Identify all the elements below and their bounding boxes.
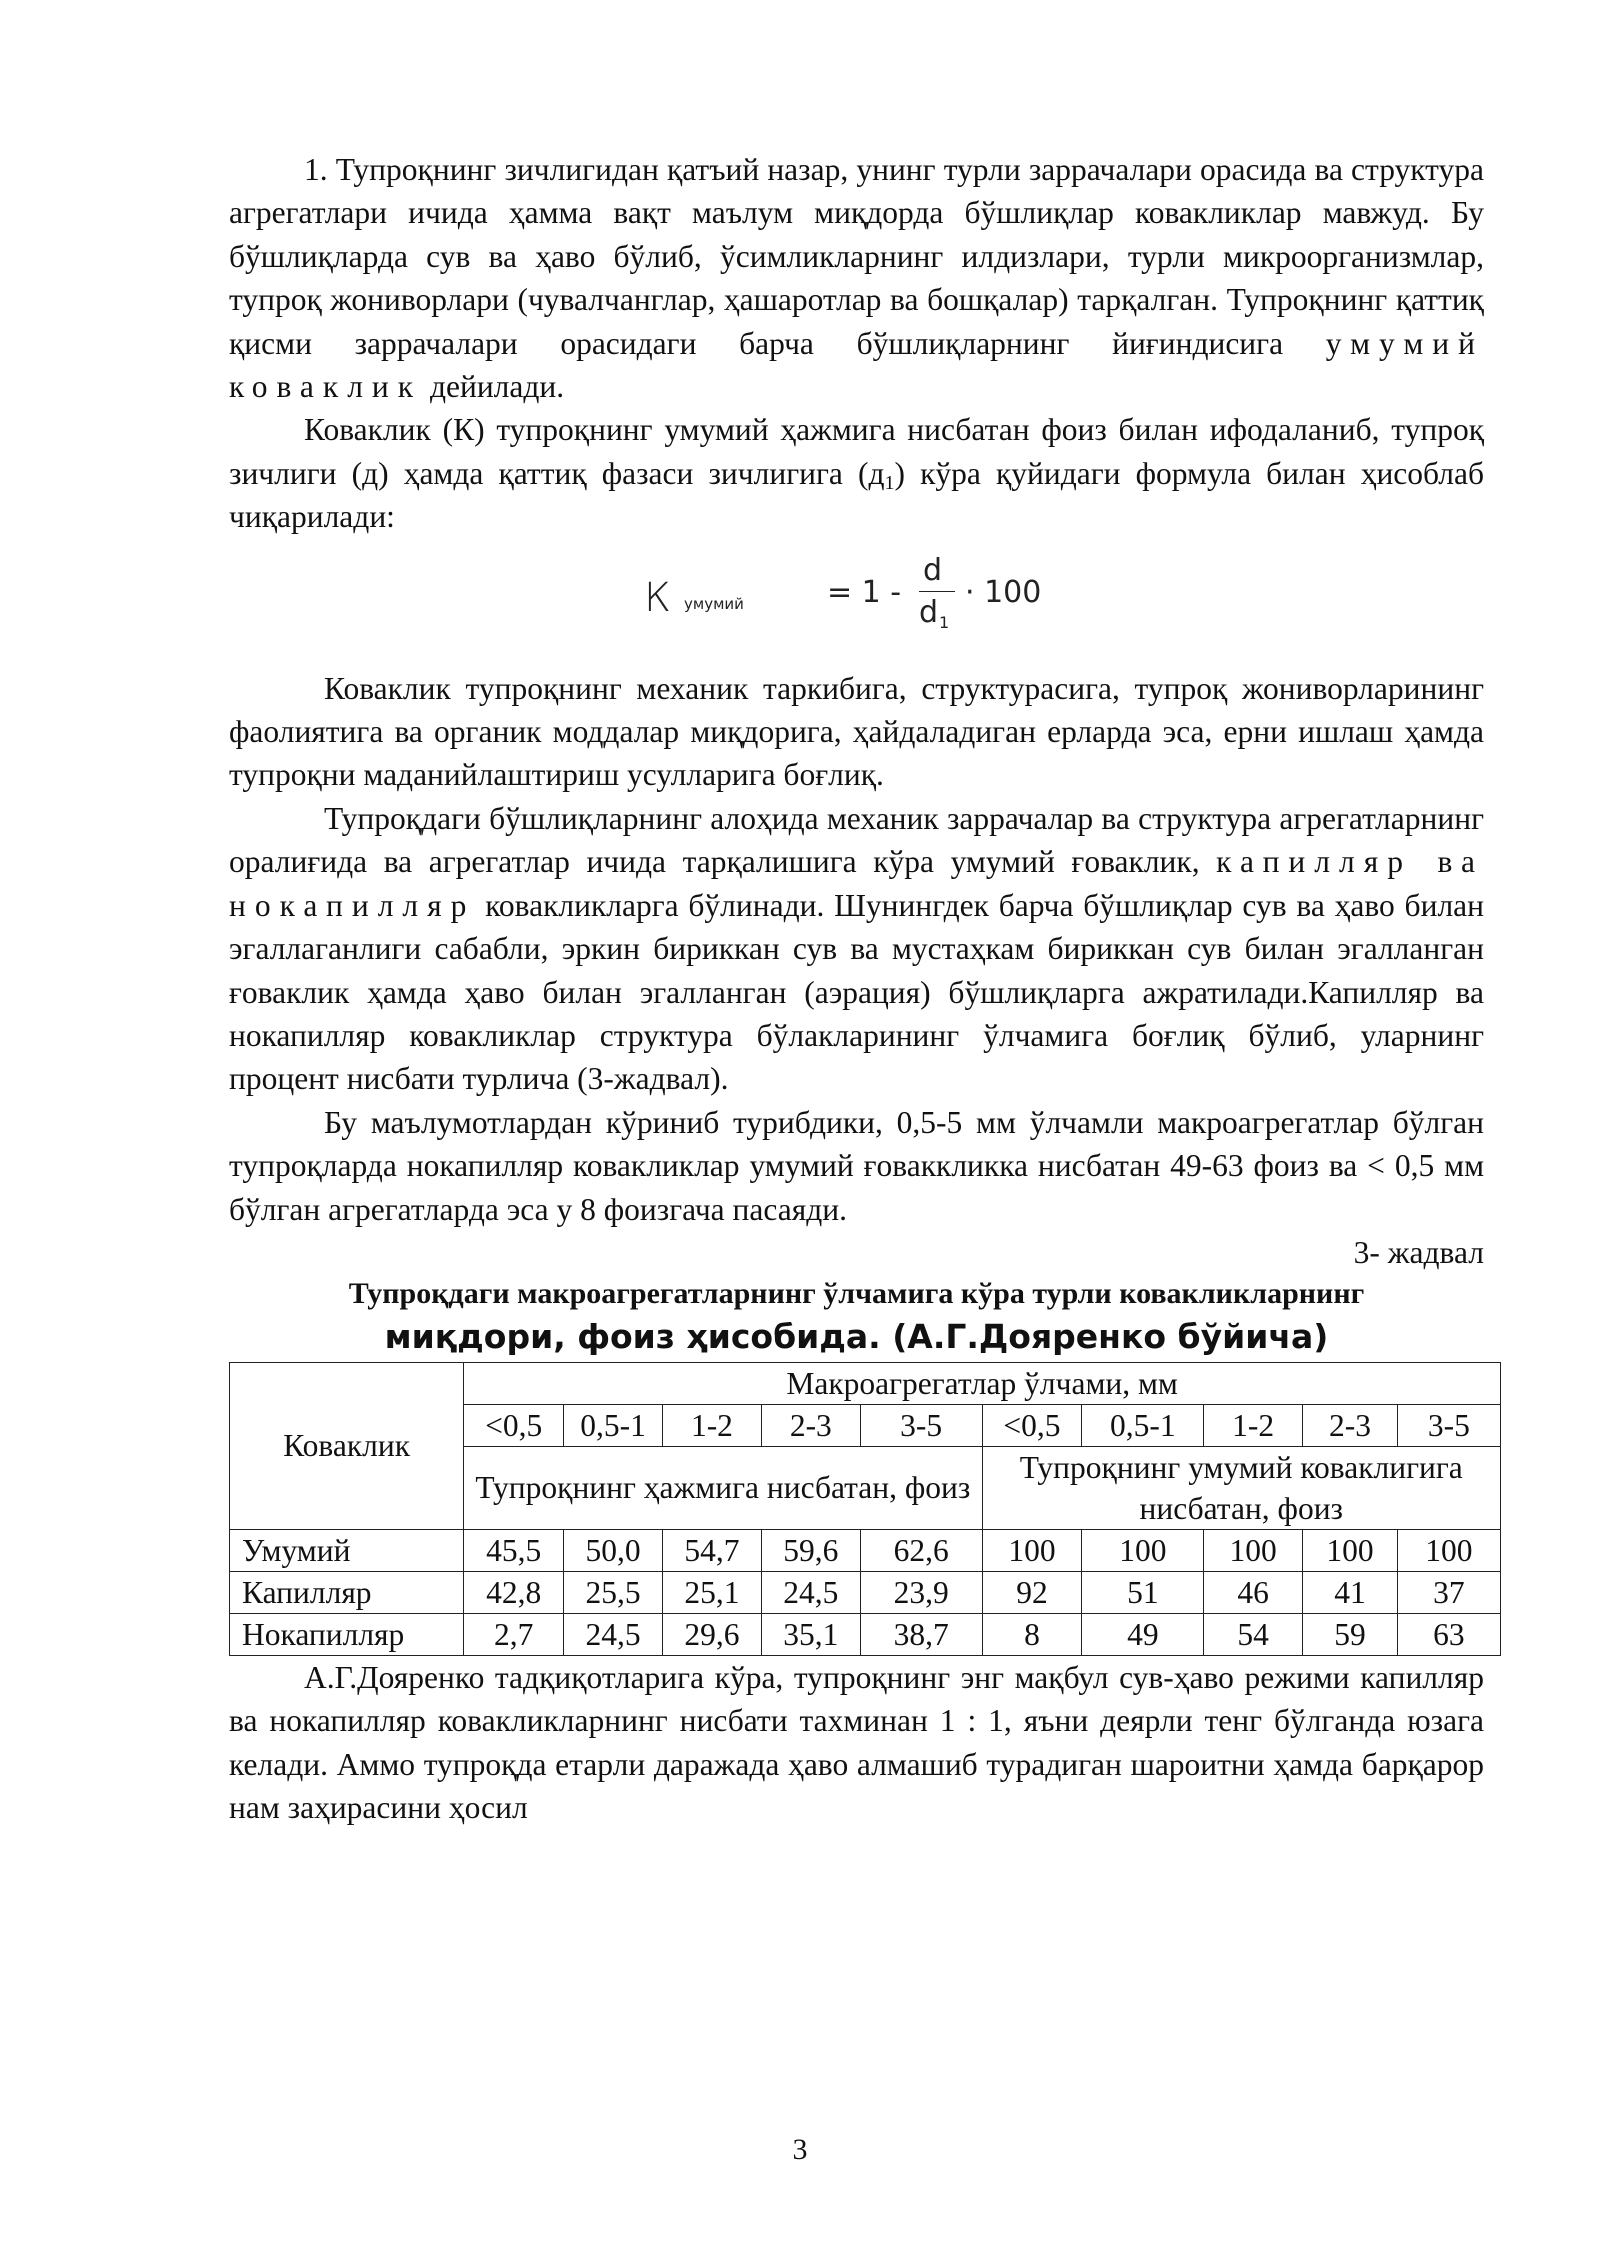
table-cell: 54 [1204,1613,1303,1655]
table-cell: 50,0 [564,1529,663,1571]
fraction-bar [919,591,955,593]
formula-denominator-subscript: 1 [939,612,950,632]
text-run: Коваклик (К) тупроқнинг умумий ҳажмига нисбатан фоиз билан ифодаланиб, тупроқ зичлиги (д) ҳамда қаттиқ фазаси зичлигига (д [229,412,1484,491]
table-cell: 29,6 [663,1613,762,1655]
table-cell: 8 [982,1613,1082,1655]
row-label: Нокапилляр [230,1613,464,1655]
table-cell: 37 [1397,1571,1500,1613]
spaced-term-total-porosity: умумий коваклик [229,325,1484,405]
table-cell: 100 [1204,1529,1303,1571]
table-cell: 54,7 [663,1529,762,1571]
group-header-volume: Тупроқнинг ҳажмига нисбатан, фоиз [464,1446,982,1529]
porosity-table [229,1362,1501,1656]
table-cell: 100 [982,1529,1082,1571]
porosity-formula [229,547,1484,657]
group-header-porosity: Тупроқнинг умумий коваклигига нисбатан, фоиз [982,1446,1500,1529]
paragraph-4 [229,797,1484,1101]
corner-header: Коваклик [230,1362,464,1529]
formula-k-subscript: умумий [684,594,744,613]
formula-k: К [644,574,671,621]
spaced-term-capillary: капилляр [1216,844,1412,880]
table-cell: 92 [982,1571,1082,1613]
table-cell: 100 [1397,1529,1500,1571]
text-run: Тупроқдаги бўшлиқларнинг алоҳида механик заррачалар ва структура агрегатларнинг оралиғида ва агрегатлар ичида тарқалишига кўра умумий ғоваклик, [229,800,1484,880]
table-row [230,1571,1501,1613]
table-number: 3- жадвал [1353,1234,1484,1270]
table-cell: 41 [1303,1571,1398,1613]
text-run: ) кўра қуйидаги формула билан ҳисоблаб чиқарилади: [229,455,1484,535]
formula-equals: = 1 - [827,574,902,610]
table-cell: 2,7 [464,1613,564,1655]
size-cell: <0,5 [464,1404,564,1446]
spaced-term-noncapillary: нокапилляр [229,887,476,923]
size-cell: 0,5-1 [1082,1404,1204,1446]
table-title-line-2: миқдори, фоиз ҳисобида. (А.Г.Дояренко бўйича) [384,1316,1329,1356]
table-cell: 35,1 [761,1613,860,1655]
table-title-line-1: Тупроқдаги макроагрегатларнинг ўлчамига кўра турли ковакликларнинг [348,1276,1365,1310]
paragraph-2 [229,408,1484,538]
table-cell: 42,8 [464,1571,564,1613]
table-cell: 25,5 [564,1571,663,1613]
table-cell: 46 [1204,1571,1303,1613]
paragraph-5: Бу маълумотлардан кўриниб турибдики, 0,5-5 мм ўлчамли макроагрегатлар бўлган тупроқларда нокапилляр ковакликлар умумий ғоваккликка нисбатан 49-63 фоиз ва < 0,5 мм бўлган агрегатларда эса у 8 фоизгача пасаяди. [229,1104,1484,1227]
formula-numerator: d [923,552,943,588]
size-cell: 2-3 [761,1404,860,1446]
page-number: 3 [792,2133,808,2166]
row-label: Умумий [230,1529,464,1571]
table-cell: 100 [1303,1529,1398,1571]
paragraph-3: Коваклик тупроқнинг механик таркибига, структурасига, тупроқ жониворларининг фаолиятига ва органик моддалар миқдорига, ҳайдаладиган ерларда эса, ерни ишлаш ҳамда тупроқни маданийлаштириш усулларига боғлиқ. [229,670,1484,793]
text-run: ва [1411,844,1484,880]
table-cell: 59,6 [761,1529,860,1571]
size-cell: 2-3 [1303,1404,1398,1446]
subscript: 1 [884,471,895,494]
paragraph-1 [229,148,1484,408]
size-cell: 0,5-1 [564,1404,663,1446]
table-cell: 51 [1082,1571,1204,1613]
table-cell: 24,5 [761,1571,860,1613]
size-cell: 3-5 [1397,1404,1500,1446]
table-header-row-1 [230,1362,1501,1404]
table-cell: 24,5 [564,1613,663,1655]
size-cell: 1-2 [663,1404,762,1446]
row-label: Капилляр [230,1571,464,1613]
table-cell: 45,5 [464,1529,564,1571]
size-cell: 3-5 [860,1404,982,1446]
size-cell: 1-2 [1204,1404,1303,1446]
text-run: 1. Тупроқнинг зичлигидан қатъий назар, унинг турли заррачалари орасида ва структура агрегатлари ичида ҳамма вақт маълум миқдорда бўшлиқлар ковакликлар мавжуд. Бу бўшлиқларда сув ва ҳаво бўлиб, ўсимликларнинг илдизлари, турли микроорганизмлар, тупроқ жониворлари (чувалчанглар, ҳашаротлар ва бошқалар) тарқалган. Тупроқнинг қаттиқ қисми заррачалари орасидаги барча бўшлиқларнинг йиғиндисига [229,152,1484,361]
text-run: ковакликларга бўлинади. Шунингдек барча бўшлиқлар сув ва ҳаво билан эгаллаганлиги сабабли, эркин бириккан сув ва мустаҳкам бириккан сув билан эгалланган ғоваклик ҳамда ҳаво билан эгалланган (аэрация) бўшлиқларга ажратилади.Капилляр ва нокапилляр ковакликлар структура бўлакларининг ўлчамига боғлиқ бўлиб, уларнинг процент нисбати турлича (3-жадвал). [229,887,1484,1097]
paragraph-6: А.Г.Дояренко тадқиқотларига кўра, тупроқнинг энг мақбул сув-ҳаво режими капилляр ва нокапилляр ковакликларнинг нисбати тахминан 1 : 1, яъни деярли тенг бўлганда юзага келади. Аммо тупроқда етарли даражада ҳаво алмашиб турадиган шароитни ҳамда барқарор нам заҳирасини ҳосил [229,1659,1484,1826]
table-cell: 59 [1303,1613,1398,1655]
size-header: Макроагрегатлар ўлчами, мм [464,1362,1501,1404]
formula-multiplier: · 100 [965,574,1042,610]
text-run: дейилади. [422,369,565,405]
table-cell: 38,7 [860,1613,982,1655]
table-cell: 49 [1082,1613,1204,1655]
size-cell: <0,5 [982,1404,1082,1446]
page-body [229,148,1484,1830]
table-cell: 23,9 [860,1571,982,1613]
table-cell: 63 [1397,1613,1500,1655]
formula-denominator: d [919,594,939,630]
table-row [230,1529,1501,1571]
table-cell: 25,1 [663,1571,762,1613]
table-cell: 100 [1082,1529,1204,1571]
table-cell: 62,6 [860,1529,982,1571]
table-row [230,1613,1501,1655]
